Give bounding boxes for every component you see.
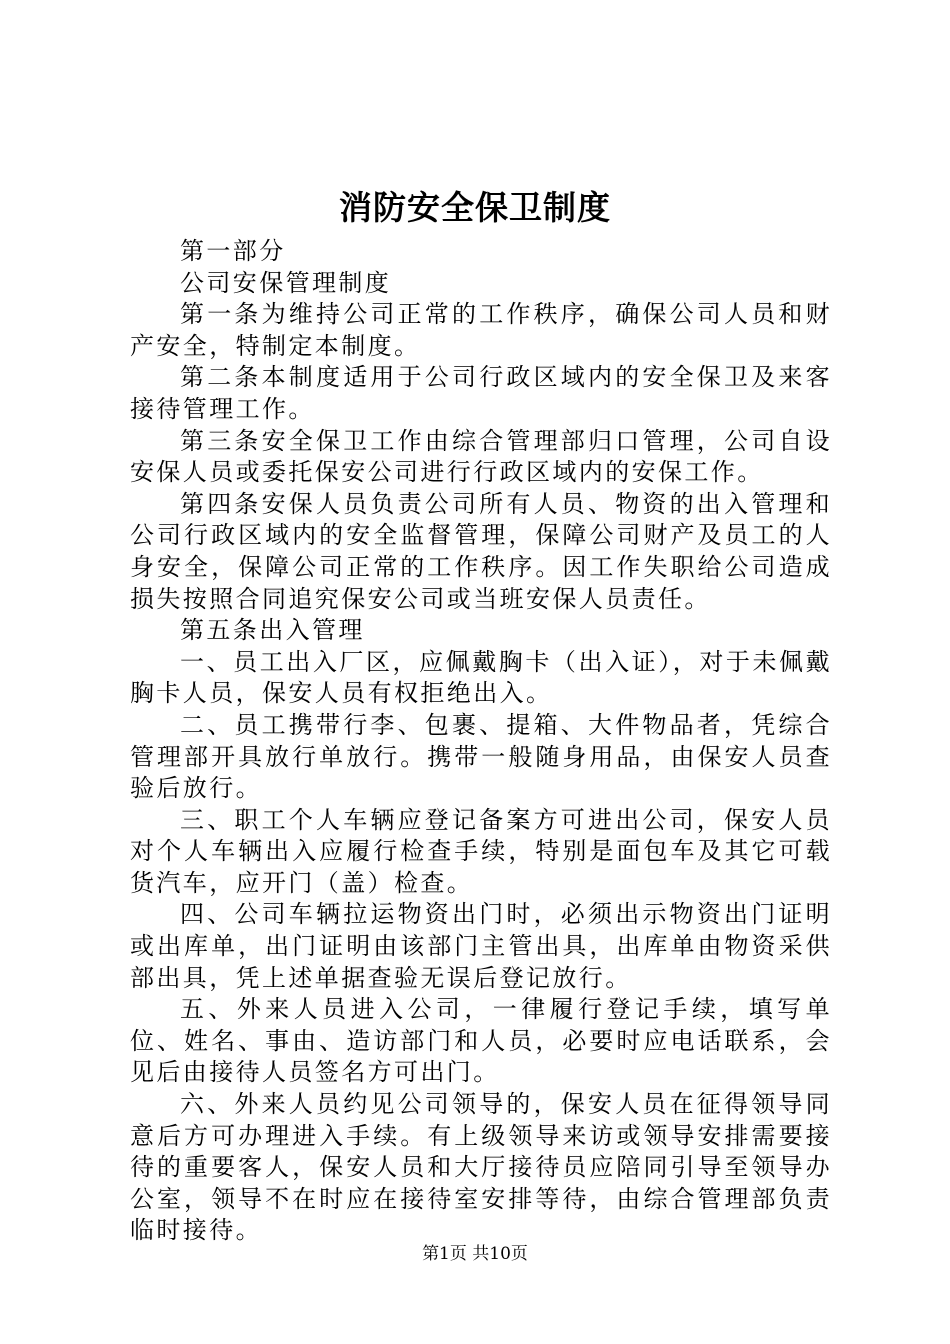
- paragraph-article-4: 第四条安保人员负责公司所有人员、物资的出入管理和公司行政区域内的安全监督管理，保障公司财产及员工的人身安全，保障公司正常的工作秩序。因工作失职给公司造成损失按照合同追究保安公司或当班安保人员责任。: [130, 489, 832, 613]
- paragraph-article-2: 第二条本制度适用于公司行政区域内的安全保卫及来客接待管理工作。: [130, 363, 832, 423]
- paragraph-item-1: 一、员工出入厂区，应佩戴胸卡（出入证），对于未佩戴胸卡人员，保安人员有权拒绝出入。: [130, 647, 832, 708]
- paragraph-item-6: 六、外来人员约见公司领导的，保安人员在征得领导同意后方可办理进入手续。有上级领导来访或领导安排需要接待的重要客人，保安人员和大厅接待员应陪同引导至领导办公室，领导不在时应在接待室安排等待，由综合管理部负责临时接待。: [130, 1090, 832, 1245]
- paragraph-article-1: 第一条为维持公司正常的工作秩序，确保公司人员和财产安全，特制定本制度。: [130, 300, 832, 360]
- paragraph-part-heading: 第一部分: [180, 237, 286, 265]
- paragraph-item-2: 二、员工携带行李、包裹、提箱、大件物品者，凭综合管理部开具放行单放行。携带一般随身用品，由保安人员查验后放行。: [130, 710, 832, 803]
- paragraph-item-3: 三、职工个人车辆应登记备案方可进出公司，保安人员对个人车辆出入应履行检查手续，特别是面包车及其它可载货汽车，应开门（盖）检查。: [130, 805, 832, 897]
- document-title: 消防安全保卫制度: [339, 188, 611, 227]
- paragraph-item-5: 五、外来人员进入公司，一律履行登记手续，填写单位、姓名、事由、造访部门和人员，必要时应电话联系，会见后由接待人员签名方可出门。: [130, 995, 832, 1087]
- paragraph-item-4: 四、公司车辆拉运物资出门时，必须出示物资出门证明或出库单，出门证明由该部门主管出具，出库单由物资采供部出具，凭上述单据查验无误后登记放行。: [130, 900, 832, 992]
- paragraph-article-5: 第五条出入管理: [180, 616, 365, 645]
- document-body: [130, 236, 832, 1247]
- paragraph-article-3: 第三条安全保卫工作由综合管理部归口管理，公司自设安保人员或委托保安公司进行行政区域内的安保工作。: [130, 426, 832, 487]
- paragraph-section-heading: 公司安保管理制度: [180, 268, 392, 297]
- page-footer: 第1页 共10页: [422, 1244, 528, 1264]
